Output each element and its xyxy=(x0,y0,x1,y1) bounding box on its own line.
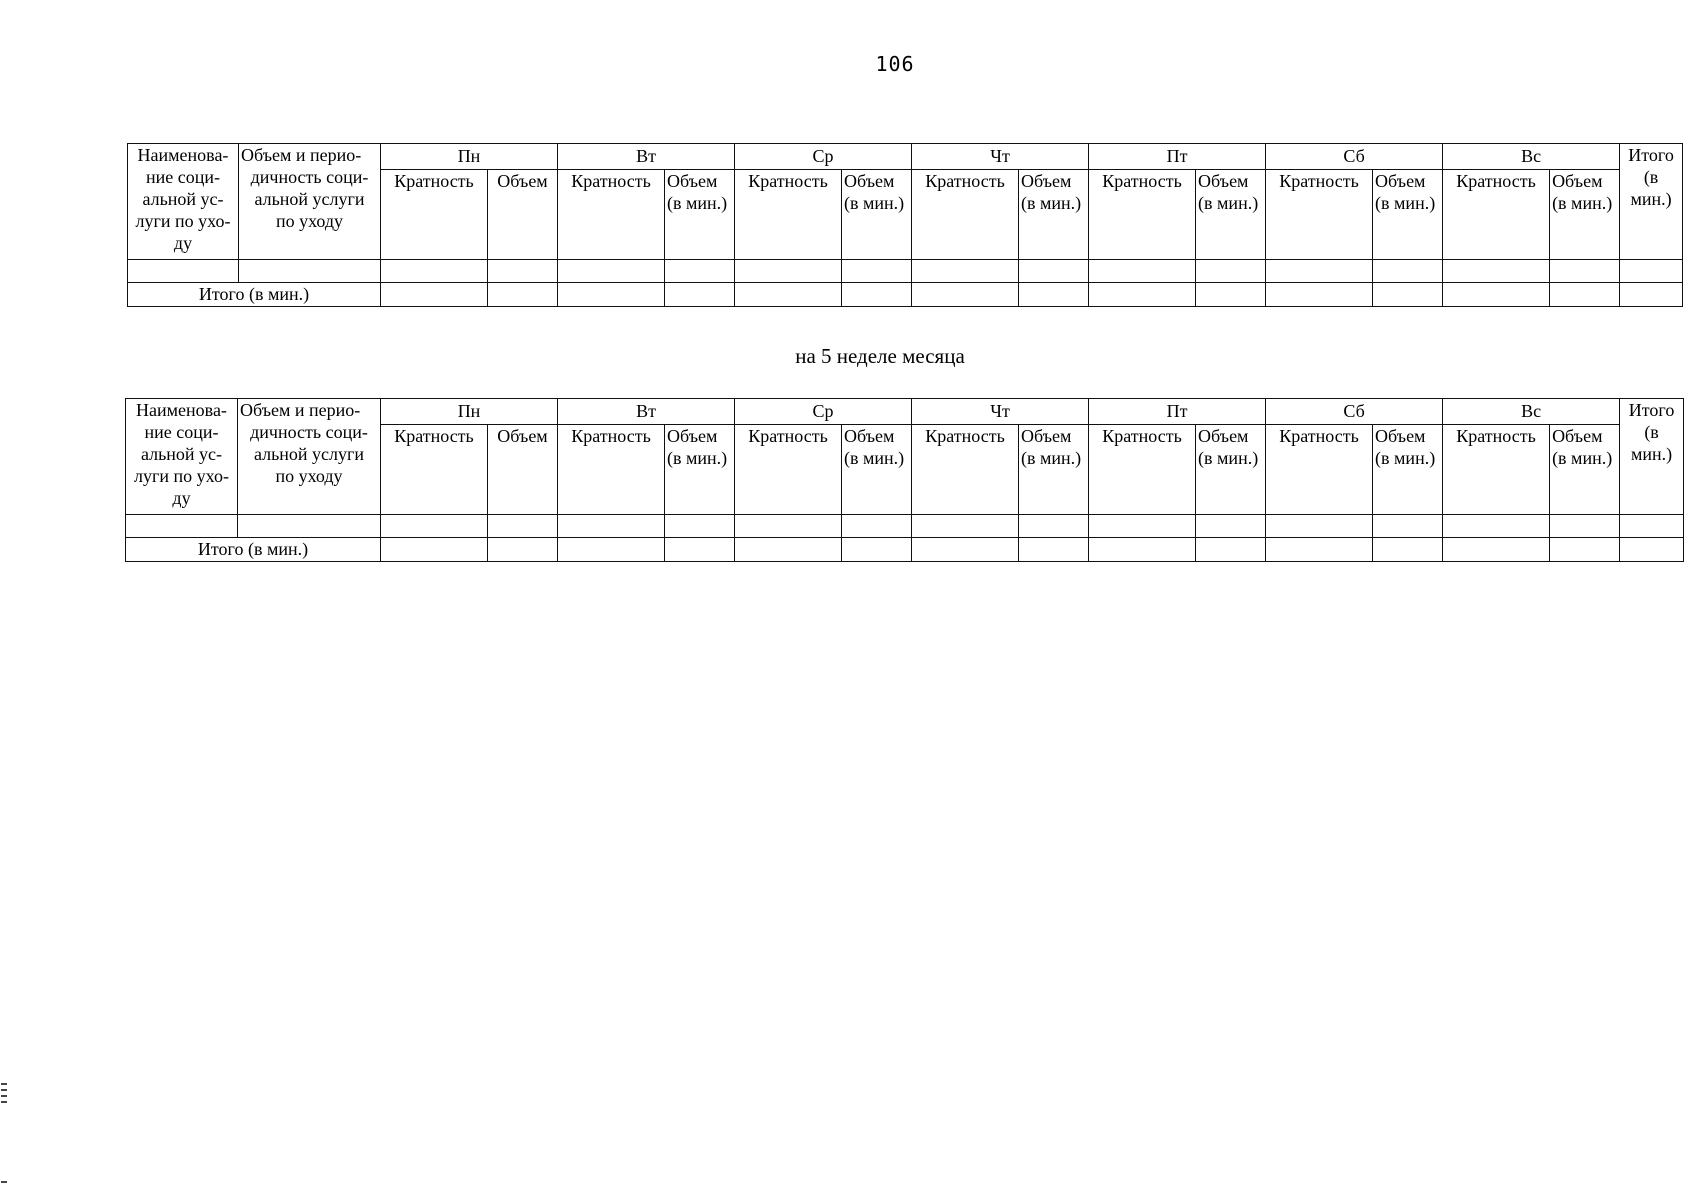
table-cell[interactable] xyxy=(1550,260,1620,283)
table-cell[interactable] xyxy=(1443,283,1550,307)
header-total-column xyxy=(1620,144,1683,260)
table-cell[interactable] xyxy=(488,515,558,538)
subheader-frequency: Кратность xyxy=(912,170,1019,260)
day-header-wed: Ср xyxy=(735,144,912,170)
subheader-volume-unit: (в мин.) xyxy=(1552,448,1613,468)
header-service-name-line: ние соци- xyxy=(145,167,220,187)
table-cell[interactable] xyxy=(128,260,239,283)
header-service-name xyxy=(126,399,238,515)
table-cell[interactable] xyxy=(1089,283,1196,307)
subheader-volume-unit: (в мин.) xyxy=(844,448,905,468)
table-cell[interactable] xyxy=(1266,283,1373,307)
subheader-volume-label: Объем xyxy=(1198,171,1249,191)
table-cell[interactable] xyxy=(1089,260,1196,283)
total-row xyxy=(128,283,1683,307)
subheader-volume-label: Объем xyxy=(844,426,895,446)
day-header-tue: Вт xyxy=(558,399,735,425)
subheader-volume-unit: (в мин.) xyxy=(1375,448,1436,468)
total-row xyxy=(126,538,1684,562)
subheader-volume-min xyxy=(1373,170,1443,260)
day-header-thu: Чт xyxy=(912,144,1089,170)
binding-mark xyxy=(1,1095,7,1097)
week-caption: на 5 неделе месяца xyxy=(795,344,965,368)
subheader-volume-label: Объем xyxy=(1552,171,1603,191)
subheader-volume-label: Объем xyxy=(667,171,718,191)
table-cell[interactable] xyxy=(558,515,665,538)
subheader-frequency: Кратность xyxy=(1443,425,1550,515)
table-cell[interactable] xyxy=(381,283,488,307)
subheader-volume: Объем xyxy=(488,425,558,515)
day-header-sat: Сб xyxy=(1266,399,1443,425)
subheader-volume-unit: (в мин.) xyxy=(667,448,728,468)
header-service-name-line: Наименова- xyxy=(136,400,227,420)
table-cell[interactable] xyxy=(665,538,735,562)
table-cell[interactable] xyxy=(735,260,842,283)
subheader-volume-min xyxy=(1019,170,1089,260)
day-header-mon: Пн xyxy=(381,144,558,170)
subheader-frequency: Кратность xyxy=(1089,425,1196,515)
header-volume-line: Объем и перио- xyxy=(241,145,362,165)
table-cell[interactable] xyxy=(1019,260,1089,283)
day-header-fri: Пт xyxy=(1089,399,1266,425)
table-row xyxy=(128,260,1683,283)
subheader-frequency: Кратность xyxy=(381,170,488,260)
table-cell[interactable] xyxy=(912,515,1019,538)
table-cell[interactable] xyxy=(558,283,665,307)
table-cell[interactable] xyxy=(912,260,1019,283)
table-cell[interactable] xyxy=(238,515,381,538)
subheader-volume-unit: (в мин.) xyxy=(1021,193,1082,213)
header-service-name-line: альной ус- xyxy=(142,189,224,209)
header-volume-line: дичность соци- xyxy=(250,167,369,187)
header-service-name-line: Наименова- xyxy=(137,145,229,165)
table-cell[interactable] xyxy=(488,538,558,562)
table-cell[interactable] xyxy=(488,260,558,283)
table-cell[interactable] xyxy=(1196,538,1266,562)
table-cell[interactable] xyxy=(558,538,665,562)
table-cell[interactable] xyxy=(1620,283,1683,307)
subheader-volume-label: Объем xyxy=(1021,171,1072,191)
subheader-volume-unit: (в мин.) xyxy=(844,193,905,213)
table-cell[interactable] xyxy=(842,260,912,283)
day-header-thu: Чт xyxy=(912,399,1089,425)
binding-mark xyxy=(1,1089,7,1091)
day-header-sun: Вс xyxy=(1443,399,1620,425)
header-volume-line: альной услуги xyxy=(253,444,365,464)
header-total-line: мин.) xyxy=(1630,189,1672,209)
table-cell[interactable] xyxy=(558,260,665,283)
table-cell[interactable] xyxy=(665,515,735,538)
subheader-volume-label: Объем xyxy=(667,426,718,446)
subheader-volume-min xyxy=(1196,170,1266,260)
table-row xyxy=(126,515,1684,538)
day-header-mon: Пн xyxy=(381,399,558,425)
subheader-volume-unit: (в мин.) xyxy=(667,193,728,213)
table-cell[interactable] xyxy=(239,260,381,283)
subheader-volume-label: Объем xyxy=(844,171,895,191)
subheader-frequency: Кратность xyxy=(558,425,665,515)
subheader-volume-label: Объем xyxy=(1198,426,1249,446)
table-cell[interactable] xyxy=(1373,515,1443,538)
schedule-table-week4 xyxy=(127,143,1683,307)
table-cell[interactable] xyxy=(381,538,488,562)
header-total-line: (в xyxy=(1643,167,1659,187)
table-cell[interactable] xyxy=(665,260,735,283)
table-cell[interactable] xyxy=(1089,515,1196,538)
subheader-volume-unit: (в мин.) xyxy=(1375,193,1436,213)
table-cell[interactable] xyxy=(1089,538,1196,562)
table-cell[interactable] xyxy=(1373,260,1443,283)
subheader-volume-unit: (в мин.) xyxy=(1552,193,1613,213)
table-cell[interactable] xyxy=(1443,538,1550,562)
table-cell[interactable] xyxy=(665,283,735,307)
header-service-name-line: ду xyxy=(173,233,193,253)
subheader-frequency: Кратность xyxy=(1266,170,1373,260)
subheader-frequency: Кратность xyxy=(1266,425,1373,515)
subheader-volume-label: Объем xyxy=(1021,426,1072,446)
subheader-volume-min xyxy=(1373,425,1443,515)
table-cell[interactable] xyxy=(1550,538,1620,562)
table-cell[interactable] xyxy=(1550,283,1620,307)
header-service-name-line: луги по ухо- xyxy=(134,466,229,486)
table-cell[interactable] xyxy=(381,515,488,538)
table-cell[interactable] xyxy=(1196,515,1266,538)
day-header-tue: Вт xyxy=(558,144,735,170)
header-volume-periodicity xyxy=(239,144,381,260)
binding-mark xyxy=(1,1083,7,1085)
header-total-line: (в xyxy=(1644,422,1659,442)
day-header-fri: Пт xyxy=(1089,144,1266,170)
subheader-frequency: Кратность xyxy=(1443,170,1550,260)
subheader-volume-min xyxy=(842,425,912,515)
header-total-line: Итого xyxy=(1628,145,1674,165)
header-total-line: мин.) xyxy=(1630,444,1673,464)
header-volume-line: дичность соци- xyxy=(250,422,368,442)
day-header-wed: Ср xyxy=(735,399,912,425)
subheader-volume-unit: (в мин.) xyxy=(1021,448,1082,468)
subheader-volume: Объем xyxy=(488,170,558,260)
table-cell[interactable] xyxy=(488,283,558,307)
table-cell[interactable] xyxy=(126,515,238,538)
table-cell[interactable] xyxy=(1373,538,1443,562)
table-cell[interactable] xyxy=(842,515,912,538)
table-cell[interactable] xyxy=(912,283,1019,307)
page-number: 106 xyxy=(875,52,915,76)
subheader-frequency: Кратность xyxy=(381,425,488,515)
subheader-frequency: Кратность xyxy=(735,170,842,260)
subheader-volume-min xyxy=(1550,170,1620,260)
header-service-name-line: ние соци- xyxy=(144,422,219,442)
table-cell[interactable] xyxy=(1373,283,1443,307)
table-cell[interactable] xyxy=(1266,260,1373,283)
header-volume-line: по уходу xyxy=(275,211,344,231)
header-volume-line: Объем и перио- xyxy=(240,400,361,420)
subheader-volume-min xyxy=(665,425,735,515)
table-cell[interactable] xyxy=(1550,515,1620,538)
table-cell[interactable] xyxy=(1019,283,1089,307)
subheader-volume-unit: (в мин.) xyxy=(1198,448,1259,468)
subheader-volume-label: Объем xyxy=(1375,171,1426,191)
table-cell[interactable] xyxy=(912,538,1019,562)
subheader-volume-label: Объем xyxy=(1375,426,1426,446)
header-service-name xyxy=(128,144,239,260)
subheader-frequency: Кратность xyxy=(558,170,665,260)
table-cell[interactable] xyxy=(735,283,842,307)
table-cell[interactable] xyxy=(381,260,488,283)
table-cell[interactable] xyxy=(735,515,842,538)
table-cell[interactable] xyxy=(842,283,912,307)
day-header-sun: Вс xyxy=(1443,144,1620,170)
subheader-volume-min xyxy=(665,170,735,260)
subheader-volume-min xyxy=(842,170,912,260)
table-cell[interactable] xyxy=(1019,538,1089,562)
table-cell[interactable] xyxy=(1443,515,1550,538)
header-total-column xyxy=(1620,399,1684,515)
subheader-frequency: Кратность xyxy=(735,425,842,515)
header-volume-line: альной услуги xyxy=(254,189,365,209)
table-cell[interactable] xyxy=(1196,260,1266,283)
table-cell[interactable] xyxy=(1620,260,1683,283)
table-cell[interactable] xyxy=(842,538,912,562)
total-row-label: Итого (в мин.) xyxy=(128,283,381,307)
table-cell[interactable] xyxy=(1266,538,1373,562)
header-service-name-line: альной ус- xyxy=(140,444,223,464)
subheader-volume-min xyxy=(1196,425,1266,515)
total-row-label: Итого (в мин.) xyxy=(126,538,381,562)
subheader-volume-unit: (в мин.) xyxy=(1198,193,1259,213)
binding-mark xyxy=(1,1181,7,1183)
table-cell[interactable] xyxy=(1019,515,1089,538)
day-header-sat: Сб xyxy=(1266,144,1443,170)
header-total-line: Итого xyxy=(1628,400,1675,420)
binding-mark xyxy=(1,1101,7,1103)
table-cell[interactable] xyxy=(1620,515,1684,538)
schedule-table-week5 xyxy=(125,398,1684,562)
table-cell[interactable] xyxy=(735,538,842,562)
header-service-name-line: луги по ухо- xyxy=(135,211,231,231)
subheader-volume-label: Объем xyxy=(1552,426,1603,446)
table-cell[interactable] xyxy=(1620,538,1684,562)
subheader-volume-min xyxy=(1019,425,1089,515)
header-service-name-line: ду xyxy=(172,488,191,508)
subheader-volume-min xyxy=(1550,425,1620,515)
subheader-frequency: Кратность xyxy=(912,425,1019,515)
header-volume-periodicity xyxy=(238,399,381,515)
table-cell[interactable] xyxy=(1266,515,1373,538)
subheader-frequency: Кратность xyxy=(1089,170,1196,260)
header-volume-line: по уходу xyxy=(275,466,343,486)
table-cell[interactable] xyxy=(1443,260,1550,283)
table-cell[interactable] xyxy=(1196,283,1266,307)
